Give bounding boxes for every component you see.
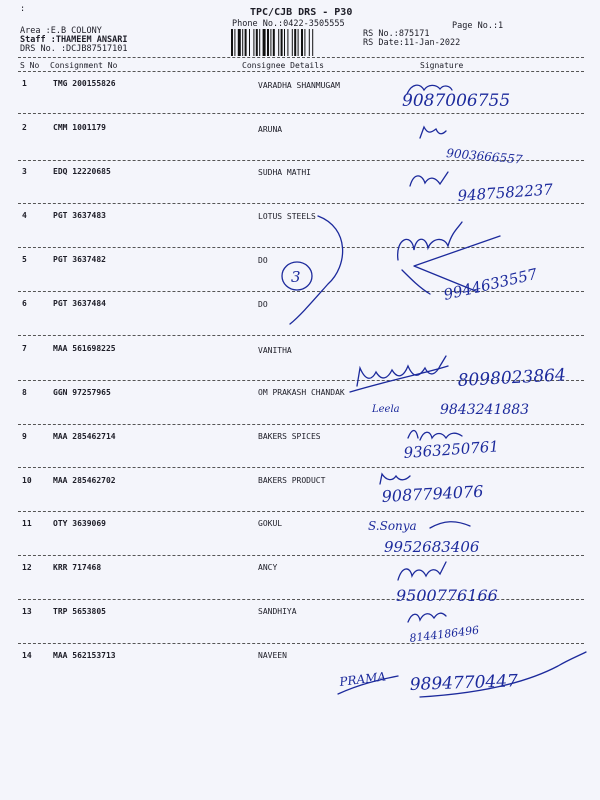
row-sno: 2	[22, 123, 27, 132]
col-signature: Signature	[420, 61, 464, 70]
circled-number: 3	[291, 268, 301, 286]
row-consignee: SANDHIYA	[258, 607, 297, 616]
signer-name: Leela	[372, 404, 400, 415]
rs-date: RS Date:11-Jan-2022	[363, 38, 461, 48]
barcode	[230, 29, 360, 56]
col-consignee: Consignee Details	[242, 61, 324, 70]
row-consignment: OTY 3639069	[53, 519, 106, 528]
signature-underline	[350, 366, 448, 392]
signature-scribble	[420, 127, 446, 138]
signature-phone: 9003666557	[445, 146, 524, 167]
signature-scribble	[398, 222, 462, 260]
col-consignment: Consignment No	[50, 61, 118, 70]
row-divider	[18, 335, 584, 336]
header-rule-bottom	[18, 71, 584, 72]
row-sno: 12	[22, 563, 32, 572]
row-sno: 11	[22, 519, 32, 528]
signature-phone: 9894770447	[409, 671, 519, 695]
row-divider	[18, 203, 584, 204]
signature-scribble	[408, 613, 446, 622]
row-divider	[18, 247, 584, 248]
row-consignee: ANCY	[258, 563, 278, 572]
drs-number: DRS No. :DCJB87517101	[20, 44, 128, 54]
row-consignee: BAKERS PRODUCT	[258, 476, 326, 485]
row-sno: 13	[22, 607, 32, 616]
signature-phone: 9087794076	[381, 481, 484, 506]
signature-phone: 9944633557	[441, 264, 539, 304]
signature-scribble	[380, 474, 410, 484]
row-sno: 8	[22, 388, 27, 397]
signature-phone: 9363250761	[403, 437, 500, 462]
signature-underline	[338, 676, 398, 694]
row-consignment: MAA 562153713	[53, 651, 116, 660]
row-consignee: SUDHA MATHI	[258, 168, 311, 177]
phone-number: Phone No.:0422-3505555	[232, 19, 345, 29]
row-consignment: MAA 285462714	[53, 432, 116, 441]
row-consignment: KRR 717468	[53, 563, 102, 572]
row-divider	[18, 467, 584, 468]
signer-name: PRAMA	[338, 669, 387, 689]
rs-number: RS No.:875171	[363, 29, 430, 39]
row-consignee: DO	[258, 256, 268, 265]
row-divider	[18, 291, 584, 292]
signature-phone: 9843241883	[440, 402, 530, 418]
scan-mark: :	[20, 4, 26, 14]
sheet-title: TPC/CJB DRS - P30	[250, 7, 353, 18]
row-consignment: TRP 5653805	[53, 607, 106, 616]
row-consignment: PGT 3637484	[53, 299, 106, 308]
signer-name: S.Sonya	[368, 519, 417, 533]
row-sno: 6	[22, 299, 27, 308]
row-consignee: NAVEEN	[258, 651, 287, 660]
arrow-stroke	[414, 236, 500, 292]
signature-phone: 8098023864	[457, 365, 567, 391]
row-divider	[18, 113, 584, 114]
header-rule-top	[18, 57, 584, 58]
row-sno: 5	[22, 255, 27, 264]
signature-scribble	[398, 562, 446, 580]
signature-underline	[430, 522, 470, 528]
signature-phone: 9087006755	[402, 91, 511, 111]
signature-phone: 9487582237	[457, 180, 554, 205]
row-consignment: MAA 561698225	[53, 344, 116, 353]
row-sno: 1	[22, 79, 27, 88]
circle-annotation	[282, 262, 312, 290]
row-sno: 3	[22, 167, 27, 176]
row-divider	[18, 511, 584, 512]
row-sno: 14	[22, 651, 32, 660]
area-label: Area :E.B COLONY	[20, 26, 102, 36]
row-divider	[18, 643, 584, 644]
signature-phone: 9500776166	[396, 586, 498, 605]
row-consignment: TMG 200155826	[53, 79, 116, 88]
row-consignee: VANITHA	[258, 346, 292, 355]
row-sno: 9	[22, 432, 27, 441]
page-number: Page No.:1	[452, 21, 504, 31]
row-consignment: PGT 3637482	[53, 255, 106, 264]
signature-scribble	[408, 431, 462, 441]
row-consignee: LOTUS STEELS	[258, 212, 316, 221]
row-sno: 10	[22, 476, 32, 485]
row-divider	[18, 380, 584, 381]
row-divider	[18, 555, 584, 556]
signature-phone: 8144186496	[408, 623, 480, 645]
row-consignment: EDQ 12220685	[53, 167, 111, 176]
row-consignee: VARADHA SHANMUGAM	[258, 81, 340, 90]
row-consignment: CMM 1001179	[53, 123, 106, 132]
bracket-scribble	[290, 216, 343, 324]
signature-scribble	[410, 172, 448, 186]
staff-label: Staff :THAMEEM ANSARI	[20, 35, 128, 45]
signature-phone: 9952683406	[384, 538, 480, 556]
signature-scribble	[357, 356, 446, 386]
row-sno: 7	[22, 344, 27, 353]
row-consignee: OM PRAKASH CHANDAK	[258, 388, 345, 397]
col-sno: S No	[20, 61, 40, 70]
signature-scribble	[407, 85, 452, 94]
row-divider	[18, 599, 584, 600]
row-divider	[18, 424, 584, 425]
row-consignment: MAA 285462702	[53, 476, 116, 485]
row-consignment: PGT 3637483	[53, 211, 106, 220]
row-consignee: ARUNA	[258, 125, 283, 134]
row-consignee: GOKUL	[258, 519, 283, 528]
row-consignee: BAKERS SPICES	[258, 432, 321, 441]
row-divider	[18, 160, 584, 161]
row-consignee: DO	[258, 300, 268, 309]
row-consignment: GGN 97257965	[53, 388, 111, 397]
signature-flourish	[420, 652, 586, 697]
row-sno: 4	[22, 211, 27, 220]
